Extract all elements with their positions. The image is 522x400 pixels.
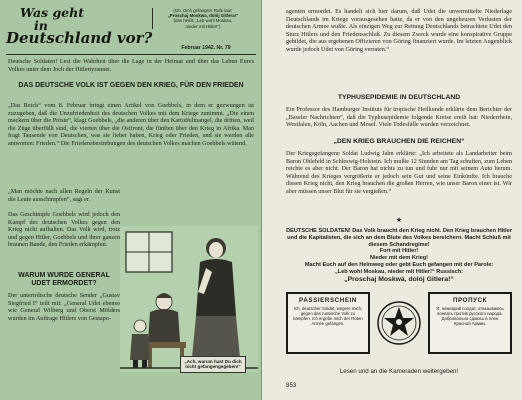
pass-russian <box>428 292 512 354</box>
masthead-box-line2: „Proschaj Moskwa, dolój Gitlera!“ <box>167 13 239 19</box>
pass-russian-title: ПРОПУСК <box>452 297 488 304</box>
article-udet-start: Der unterirdische deutsche Sender „Gustav Siegfried I“ teilt mit: „General Udet ebenso wie General Wilberg und Oberst Mölders wurden im Auftrage Hitlers von Gestapo- <box>8 292 120 322</box>
article-typhus: Ein Professor des Hamburger Instituts für tropische Heilkunde erklärte dem Berichter der „Baseler Nachrichten“, daß die Typhusepidemie folgende Kreise ereilt hat: Niederrhein, Westfalen, Köln, Aachen und Mosel. Viele Todesfälle wurden verzeichnet. <box>286 106 512 129</box>
illustration-caption: „Ach, warum hast Du dich nicht gefangengegeben!“ <box>180 356 246 373</box>
masthead-slogan-box <box>152 8 250 29</box>
masthead <box>6 4 256 54</box>
pass-on-instruction: Lesen und an die Kameraden weitergeben! <box>339 368 459 375</box>
masthead-title-line1: Was geht <box>20 5 84 20</box>
masthead-title <box>6 6 156 45</box>
heading-typhus: TYPHUSEPIDEMIE IN DEUTSCHLAND <box>337 94 461 101</box>
issue-date: Februar 1942. Nr. 79 <box>181 45 231 51</box>
article-goebbels-conclusion: Das Geschimpfe Goebbels wird jedoch den Kampf des deutschen Volkes gegen den Krieg nicht aufhalten. Das Volk wird, trotz und gegen Hitler, Goebbels und ihrer ganzen braunen Bande, den Frieden erkämpfen. <box>8 211 120 249</box>
soldier-family-illustration <box>120 226 258 372</box>
star-separator: ★ <box>395 216 403 224</box>
heading-udet: WARUM WURDE GENERAL UDET ERMORDET? <box>18 272 110 288</box>
appeal-line2: Fort mit Hitler! <box>379 248 419 255</box>
appeal-slogan: „Proschaj Moskwá, dolój Gitlera!“ <box>344 275 454 283</box>
article-goebbels-quote: „Man möchte nach allen Regeln der Kunst die Leute ausschimpfen“, sagt er. <box>8 188 120 203</box>
masthead-title-line3: Deutschland vor? <box>6 29 153 47</box>
right-page <box>262 0 522 400</box>
masthead-box-line4: nieder mit Hitler!“) <box>185 23 221 29</box>
soviet-star-emblem-icon <box>376 300 422 346</box>
page-number: 853 <box>286 382 297 389</box>
intro-paragraph: Deutsche Soldaten! Lest die Wahrheit über die Lage in der Heimat und über das Leben Eures Volkes unter dem Joch der Hitlertyrannei. <box>8 58 254 73</box>
pass-german-title: PASSIERSCHEIN <box>299 297 357 304</box>
heading-war-for-rich: „DEN KRIEG BRAUCHEN DIE REICHEN“ <box>333 138 465 145</box>
pass-german <box>286 292 370 354</box>
article-goebbels: „Das Reich“ vom 8. Februar bringt einen Artikel von Goebbels, in dem er gezwungen ist zuzugeben, daß die Unzufriedenheit des deutschen Volkes mit dem Kriege zunimmt. „Die einen meckern über die Pröste“, klagt Goebbels, „die anderen über den Kartoffelmangel, die dritten, weil die Züge überfüllt sind, die vierten über die Ostfront, die fünften über den Krieg in Afrika. Man fragt Tausende von Deutschen, was sie lieber haben, Krieg oder Frieden, und sie werden alle antworten: Frieden.“ Die Friedensbestrebungen des deutschen Volkes machen Goebbels wütend. <box>8 102 254 147</box>
article-udet-continuation: agenten ermordet. Es handelt sich hier darum, daß Udet die unvermittelte Niederlage Deutschlands im Kriege vorausgesehen hatte, da er von den ungeheuren Verlusten der deutschen Armee wußte. Als einzigen Weg zur Rettung Deutschlands betrachtete Udet den Sturz Hitlers und den Friedensschluß. Zu diesem Zweck wurde eine konspirative Gruppe gebildet, die aus ergebenen Offizieren von Göring finanziert wurde. Im letzten Augenblick wurde jedoch Udet von Göring verraten.“ <box>286 8 512 53</box>
appeal-block <box>286 228 512 283</box>
appeal-line1: DEUTSCHE SOLDATEN! Das Volk braucht den Krieg nicht. Den Krieg brauchen Hitler und die Kapitalisten, die sich an dem Blute des Volkes bereichern. Macht Schluß mit diesem Schandregime! <box>286 228 512 248</box>
masthead-box-line1: (Gb. Dich gefangen! Rufe laut: <box>173 8 233 13</box>
heading-people-against-war: DAS DEUTSCHE VOLK IST GEGEN DEN KRIEG, FÜR DEN FRIEDEN <box>18 82 244 89</box>
appeal-line5: „Leb wohl Moskau, nieder mit Hitler!“ Russisch: <box>334 268 464 275</box>
appeal-line3: Nieder mit dem Krieg! <box>369 255 429 262</box>
pass-russian-body: Я, немецкий солдат, отказываюсь воевать против русского народа. Добровольно сдаюсь в плен Красной Армии. <box>436 306 504 327</box>
article-ludwig-jahn: Der Kriegsgefangene Soldat Ludwig Jahn erklärte: „Ich arbeitete als Landarbeiter beim Baron Ohlefeld in Schleswig-Holstein. Ich mußte 12 Stunden am Tag schuften, zum Leben reichte es aber nicht. Der Baron hat nichts zu tun und fuhr nur mit seinem Auto herum. Während des Krieges vergrößerte er jedoch sein Gut und seine Einkünfte. Ich brauche diesen Krieg nicht, den Krieg brauchen die großen Herren, wie unser Baron einer ist. Wir aber müssen unser Blut für sie vergießen.“ <box>286 150 512 195</box>
appeal-line4: Macht Euch auf den Heimweg oder gebt Euch gefangen mit der Parole: <box>304 261 494 268</box>
masthead-box-line3: (das heißt: „Leb wohl Moskau, <box>173 18 233 24</box>
masthead-title-line2: in <box>34 18 48 33</box>
masthead-rule <box>6 54 256 55</box>
pass-german-body: Ich, deutscher Soldat, wegere mich, gegen das russische Volk zu kämpfen. Ich ergebe mich der Roten Armee gefangen. <box>293 306 363 327</box>
